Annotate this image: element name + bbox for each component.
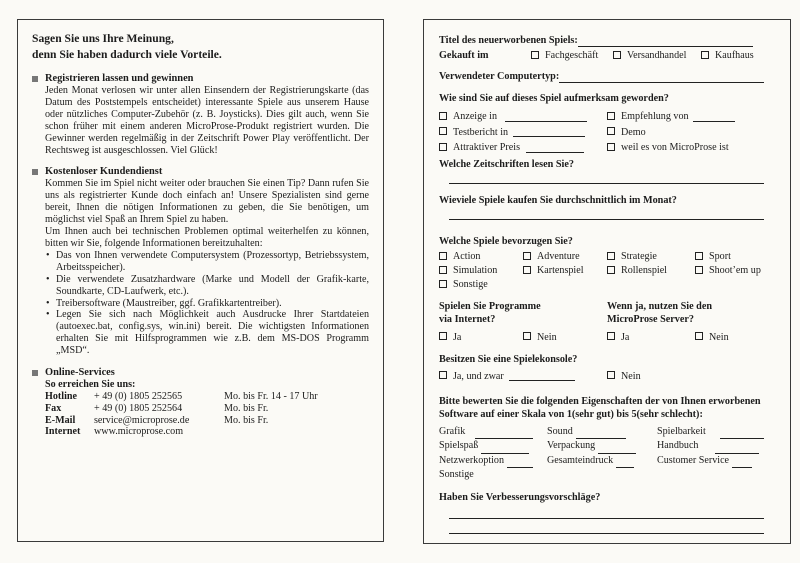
list-item: • Das von Ihnen verwendete Computersystem (Prozessortyp, Betriebssystem, Arbeitsspeicher). xyxy=(56,250,369,274)
support-text: Kommen Sie im Spiel nicht weiter oder brauchen Sie einen Tip? Dann rufen Sie uns als registrierter Kunde doch einfach an! Unsere Spezialisten sind gerne bereit, Ihnen die nötigen Informationen zu geben, die Sie benötigen, um möglichst viel Spaß an Ihrem Spiel zu haben. xyxy=(45,178,369,226)
contact-hours: Mo. bis Fr. xyxy=(224,414,269,426)
info-panel xyxy=(17,19,384,542)
contact-label: Internet xyxy=(45,426,81,438)
section-title: Online-Services xyxy=(45,367,115,379)
checkbox[interactable] xyxy=(439,280,447,288)
checkbox[interactable] xyxy=(523,252,531,260)
rating-handbuch[interactable]: Handbuch xyxy=(657,439,776,454)
checkbox[interactable] xyxy=(607,371,615,379)
rating-spielspass[interactable]: Spielspaß xyxy=(439,439,547,454)
checkbox[interactable] xyxy=(695,266,703,274)
question-label: Spielen Sie Programme via Internet? xyxy=(439,300,541,325)
server-ja-option[interactable]: Ja xyxy=(607,331,695,344)
support-text-2: Um Ihnen auch bei technischen Problemen optimal weiterhelfen zu können, bitten wir Sie, folgende Informationen bereitzuhalten: xyxy=(45,226,369,249)
option-sonstige[interactable]: Sonstige xyxy=(439,278,523,292)
suggestions-input-line-2[interactable] xyxy=(449,521,764,534)
option-microprose[interactable]: weil es von MicroProse ist xyxy=(607,140,776,156)
question-label: Haben Sie Verbesserungsvorschläge? xyxy=(439,491,601,503)
option-testbericht[interactable]: Testbericht in xyxy=(439,125,607,141)
purchase-place-row xyxy=(439,49,776,62)
rating-sound[interactable]: Sound xyxy=(547,425,657,440)
rating-spielbarkeit[interactable]: Spielbarkeit xyxy=(657,425,776,440)
input-line[interactable] xyxy=(732,458,752,468)
option-sport[interactable]: Sport xyxy=(695,250,776,264)
checkbox[interactable] xyxy=(523,266,531,274)
checkbox[interactable] xyxy=(607,266,615,274)
rating-customer-service[interactable]: Customer Service xyxy=(657,454,776,469)
input-line[interactable] xyxy=(720,429,764,439)
list-item: • Die verwendete Zusatzhardware (Marke und Modell der Grafik-karte, Soundkarte, CD-Laufwerk, etc.). xyxy=(56,274,369,298)
online-section xyxy=(32,366,369,438)
console-options xyxy=(439,370,776,383)
rating-grafik[interactable]: Grafik xyxy=(439,425,547,440)
input-line[interactable] xyxy=(509,371,575,381)
field-label: Titel des neuerworbenen Spiels: xyxy=(439,35,578,46)
option-anzeige[interactable]: Anzeige in xyxy=(439,109,607,125)
input-line[interactable] xyxy=(616,458,634,468)
option-preis[interactable]: Attraktiver Preis xyxy=(439,140,607,156)
title-input-line[interactable] xyxy=(578,37,753,47)
rating-verpackung[interactable]: Verpackung xyxy=(547,439,657,454)
contact-table xyxy=(32,391,369,438)
option-fachgeschaeft[interactable]: Fachgeschäft xyxy=(531,49,613,62)
question-label: Wie sind Sie auf dieses Spiel aufmerksam geworden? xyxy=(439,93,669,104)
option-shootemup[interactable]: Shoot’em up xyxy=(695,264,776,278)
checkbox[interactable] xyxy=(607,252,615,260)
internet-ja-option[interactable]: Ja xyxy=(439,331,523,344)
checkbox[interactable] xyxy=(613,51,621,59)
contact-label: Hotline xyxy=(45,391,77,403)
input-line[interactable] xyxy=(513,127,585,137)
computer-type-input-line[interactable] xyxy=(559,73,764,83)
option-rollenspiel[interactable]: Rollenspiel xyxy=(607,264,695,278)
registration-form xyxy=(423,19,791,544)
rating-grid xyxy=(439,425,776,483)
checkbox[interactable] xyxy=(607,143,615,151)
field-label: Gekauft im xyxy=(439,50,489,61)
checkbox[interactable] xyxy=(695,332,703,340)
rating-gesamteindruck[interactable]: Gesamteindruck xyxy=(547,454,657,469)
contact-hours: Mo. bis Fr. 14 - 17 Uhr xyxy=(224,391,318,403)
magazines-input-line[interactable] xyxy=(449,171,764,184)
section-title: Registrieren lassen und gewinnen xyxy=(45,73,194,84)
checkbox[interactable] xyxy=(439,371,447,379)
question-label: Welche Zeitschriften lesen Sie? xyxy=(439,158,574,170)
input-line[interactable] xyxy=(505,112,587,122)
title-field[interactable] xyxy=(439,34,776,47)
internet-nein-option[interactable]: Nein xyxy=(523,331,557,344)
awareness-options xyxy=(439,109,776,156)
contact-label: E-Mail xyxy=(45,414,76,426)
console-nein-option[interactable]: Nein xyxy=(607,370,641,383)
checkbox[interactable] xyxy=(439,266,447,274)
list-item: • Treibersoftware (Maustreiber, ggf. Grafikkartentreiber). xyxy=(56,298,369,310)
games-per-month-input-line[interactable] xyxy=(449,207,764,220)
contact-subtitle: So erreichen Sie uns: xyxy=(45,379,136,391)
input-line[interactable] xyxy=(507,458,533,468)
checkbox[interactable] xyxy=(439,127,447,135)
checkbox[interactable] xyxy=(439,252,447,260)
registration-section xyxy=(32,72,369,156)
question-label: Bitte bewerten Sie die folgenden Eigenschaften der von Ihnen erworbenen Software auf einer Skala von 1(sehr gut) bis 5(sehr schlecht): xyxy=(439,395,761,420)
support-section xyxy=(32,165,369,357)
contact-label: Fax xyxy=(45,402,62,414)
checkbox[interactable] xyxy=(607,112,615,120)
contact-value: + 49 (0) 1805 252564 xyxy=(94,402,183,414)
checkbox[interactable] xyxy=(439,332,447,340)
option-strategie[interactable]: Strategie xyxy=(607,250,695,264)
bullet-square-icon xyxy=(32,169,38,175)
suggestions-input-line[interactable] xyxy=(449,506,764,519)
checkbox[interactable] xyxy=(607,127,615,135)
panel-heading: Sagen Sie uns Ihre Meinung, denn Sie haben dadurch viele Vorteile. xyxy=(32,32,222,61)
bullet-square-icon xyxy=(32,370,38,376)
rating-netzwerkoption[interactable]: Netzwerkoption xyxy=(439,454,547,469)
checkbox[interactable] xyxy=(607,332,615,340)
contact-value: service@microprose.de xyxy=(94,414,190,426)
question-label: Wenn ja, nutzen Sie den MicroProse Server? xyxy=(607,300,713,325)
input-line[interactable] xyxy=(481,444,529,454)
registration-text: Jeden Monat verlosen wir unter allen Einsendern der Registrierungskarte (das Datum des Poststempels entscheidet) interessante Spiele aus unserem Hause oder nützliches Computer-Zubehör (z. B. Joysticks). Dies gilt auch, wenn Sie schon früher mit einem anderen MicroProse-Produkt registriert wurden. Die Gewinner werden regelmäßig in der Zeitschrift Power Play veröffentlicht. Der Rechtsweg ist ausgeschlossen. Viel Glück! xyxy=(45,85,369,156)
input-line[interactable] xyxy=(526,143,584,153)
input-line[interactable] xyxy=(693,112,735,122)
list-item: • Legen Sie sich nach Möglichkeit auch Ausdrucke Ihrer Startdateien (autoexec.bat, config.sys, win.ini) bereit. Die wichtigsten Informationen erhalten Sie mit Hilfsprogrammen wie z.B. dem MS-DOS Programm „MSD“. xyxy=(56,309,369,357)
bullet-square-icon xyxy=(32,76,38,82)
server-nein-option[interactable]: Nein xyxy=(695,331,729,344)
contact-value: www.microprose.com xyxy=(94,426,184,438)
checkbox[interactable] xyxy=(695,252,703,260)
checkbox[interactable] xyxy=(531,51,539,59)
input-line[interactable] xyxy=(715,444,759,454)
input-line[interactable] xyxy=(576,429,626,439)
checkbox[interactable] xyxy=(701,51,709,59)
option-simulation[interactable]: Simulation xyxy=(439,264,523,278)
option-versandhandel[interactable]: Versandhandel xyxy=(613,49,701,62)
section-title: Kostenloser Kundendienst xyxy=(45,166,163,178)
contact-hours xyxy=(224,426,369,438)
contact-value: + 49 (0) 1805 252565 xyxy=(94,391,183,403)
question-label: Wieviele Spiele kaufen Sie durchschnittlich im Monat? xyxy=(439,194,677,206)
internet-questions xyxy=(439,300,776,344)
checkbox[interactable] xyxy=(439,112,447,120)
option-demo[interactable]: Demo xyxy=(607,125,776,141)
console-ja-option[interactable]: Ja, und zwar xyxy=(439,370,607,383)
contact-hours: Mo. bis Fr. xyxy=(224,402,269,414)
option-empfehlung[interactable]: Empfehlung von xyxy=(607,109,776,125)
input-line[interactable] xyxy=(475,429,533,439)
input-line[interactable] xyxy=(598,444,636,454)
checkbox[interactable] xyxy=(439,143,447,151)
field-label: Verwendeter Computertyp: xyxy=(439,71,560,82)
option-adventure[interactable]: Adventure xyxy=(523,250,607,264)
genre-options xyxy=(439,250,776,292)
option-kaufhaus[interactable]: Kaufhaus xyxy=(701,49,754,62)
question-label: Besitzen Sie eine Spielekonsole? xyxy=(439,353,578,365)
option-action[interactable]: Action xyxy=(439,250,523,264)
checkbox[interactable] xyxy=(523,332,531,340)
computer-type-field[interactable] xyxy=(439,70,776,83)
question-label: Welche Spiele bevorzugen Sie? xyxy=(439,235,573,247)
requirements-list xyxy=(45,250,369,357)
option-kartenspiel[interactable]: Kartenspiel xyxy=(523,264,607,278)
rating-sonstige[interactable]: Sonstige xyxy=(439,469,474,480)
